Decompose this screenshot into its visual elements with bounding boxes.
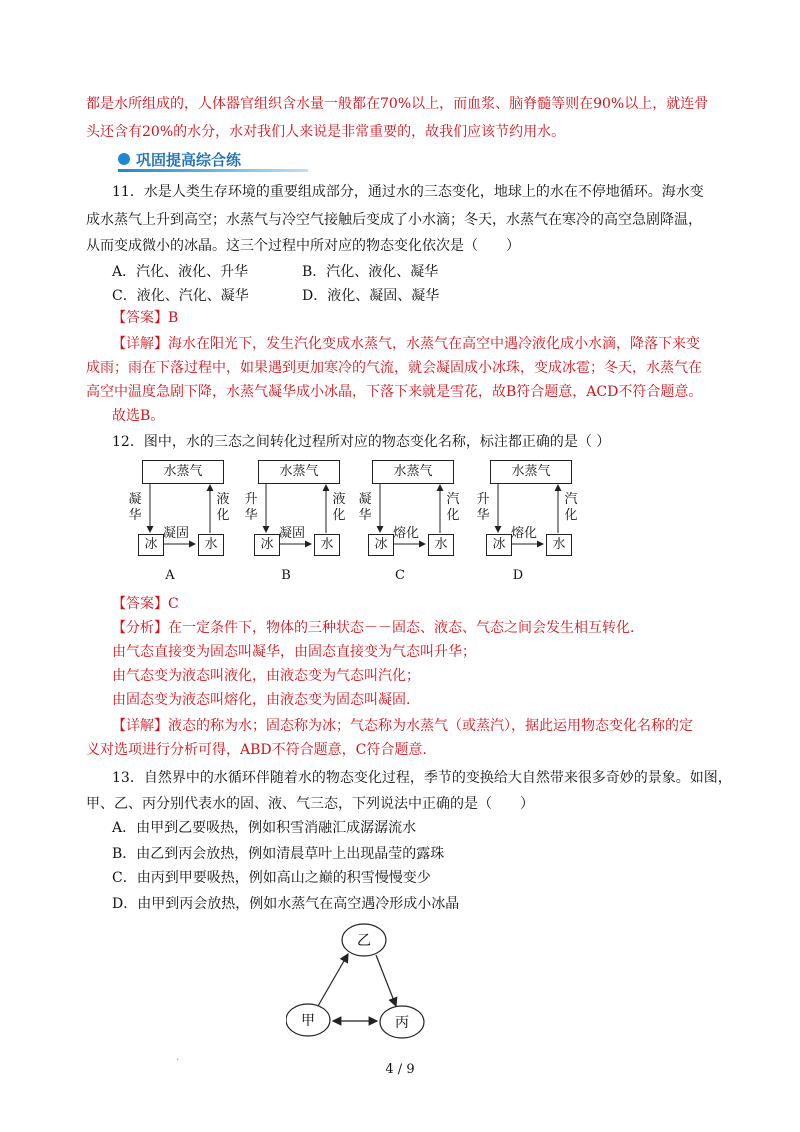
diagram-caption: A xyxy=(165,568,175,583)
right-transition-label: 液化 xyxy=(216,492,230,523)
q11-option-c: C．液化、汽化、凝华 xyxy=(112,288,249,304)
section-header xyxy=(118,146,308,172)
q12-analysis-line-1: 【分析】在一定条件下，物体的三种状态－－固态、液态、气态之间会发生相互转化. xyxy=(112,620,635,636)
vapor-box: 水蒸气 xyxy=(142,460,224,484)
q13-cycle-diagram xyxy=(286,918,446,1048)
q12-diagram-d xyxy=(476,460,580,583)
q11-detail-line-4: 故选B。 xyxy=(112,408,165,424)
bullet-dot-icon xyxy=(118,153,130,165)
page-number: 4 / 9 xyxy=(385,1062,415,1077)
node-jia-label: 甲 xyxy=(301,1013,315,1029)
intro-line-2: 头还含有20%的水分，水对我们人来说是非常重要的，故我们应该节约用水。 xyxy=(86,124,566,140)
vapor-box: 水蒸气 xyxy=(372,460,454,484)
vapor-box: 水蒸气 xyxy=(258,460,340,484)
ice-box: 冰 xyxy=(138,534,164,556)
right-transition-label: 液化 xyxy=(332,492,346,523)
q12-diagram-a xyxy=(128,460,232,583)
small-dot: . xyxy=(176,1052,180,1063)
q11-option-b: B．汽化、液化、凝华 xyxy=(302,264,439,280)
q12-analysis-line-3: 由气态变为液态叫液化，由液态变为气态叫汽化； xyxy=(112,668,420,684)
q11-stem-line-3: 从而变成微小的冰晶。这三个过程中所对应的物态变化依次是（ ） xyxy=(86,238,520,254)
left-transition-label: 升华 xyxy=(244,492,258,523)
q13-option-d: D．由甲到丙会放热，例如水蒸气在高空遇冷形成小冰晶 xyxy=(112,896,460,912)
left-transition-label: 凝华 xyxy=(128,492,142,523)
middle-transition-label: 凝固 xyxy=(163,526,190,541)
q12-detail-line-2: 义对选项进行分析可得，ABD不符合题意，C符合题意. xyxy=(86,742,427,758)
ice-box: 冰 xyxy=(254,534,280,556)
q11-detail-line-2: 成雨；雨在下落过程中，如果遇到更加寒冷的气流，就会凝固成小冰珠，变成冰雹；冬天，水蒸气在 xyxy=(86,360,702,376)
node-bing-label: 丙 xyxy=(395,1015,409,1031)
water-box: 水 xyxy=(546,534,572,556)
q11-option-d: D．液化、凝固、凝华 xyxy=(302,288,440,304)
diagram-caption: D xyxy=(512,568,524,583)
q11-detail-line-3: 高空中温度急剧下降，水蒸气凝华成小冰晶，下落下来就是雪花，故B符合题意，ACD不符合题意。 xyxy=(86,384,703,400)
arrow-jia-to-yi xyxy=(318,954,348,1006)
q12-stem: 12．图中，水的三态之间转化过程所对应的物态变化名称，标注都正确的是（ ） xyxy=(112,434,611,450)
left-transition-label: 升华 xyxy=(476,492,490,523)
q13-stem-line-1: 13．自然界中的水循环伴随着水的物态变化过程，季节的变换给大自然带来很多奇妙的景象。如图， xyxy=(112,770,732,786)
q12-detail-line-1: 【详解】液态的称为水；固态称为冰；气态称为水蒸气（或蒸汽），据此运用物态变化名称的定 xyxy=(112,718,693,734)
middle-transition-label: 熔化 xyxy=(511,526,538,541)
q13-option-a: A．由甲到乙要吸热，例如积雪消融汇成潺潺流水 xyxy=(112,820,417,836)
q12-analysis-line-2: 由气态直接变为固态叫凝华，由固态直接变为气态叫升华； xyxy=(112,644,476,660)
q13-stem-line-2: 甲、乙、丙分别代表水的固、液、气三态，下列说法中正确的是（ ） xyxy=(86,796,534,812)
diagram-caption: B xyxy=(281,568,291,583)
q11-detail-line-1: 【详解】海水在阳光下，发生汽化变成水蒸气，水蒸气在高空中遇冷液化成小水滴，降落下来变 xyxy=(112,336,700,352)
water-box: 水 xyxy=(428,534,454,556)
q11-stem-line-1: 11．水是人类生存环境的重要组成部分，通过水的三态变化，地球上的水在不停地循环。海水变 xyxy=(112,184,704,200)
q12-answer: 【答案】C xyxy=(112,596,179,612)
q13-option-b: B．由乙到丙会放热，例如清晨草叶上出现晶莹的露珠 xyxy=(112,846,445,862)
right-transition-label: 汽化 xyxy=(446,492,460,523)
section-title: 巩固提高综合练 xyxy=(136,150,242,169)
section-underline xyxy=(118,169,308,172)
q11-answer: 【答案】B xyxy=(112,310,179,326)
q13-option-c: C．由丙到甲要吸热，例如高山之巅的积雪慢慢变少 xyxy=(112,870,431,886)
q11-option-a: A．汽化、液化、升华 xyxy=(112,264,249,280)
diagram-caption: C xyxy=(395,568,405,583)
middle-transition-label: 凝固 xyxy=(279,526,306,541)
left-transition-label: 凝华 xyxy=(358,492,372,523)
q12-diagram-b xyxy=(244,460,348,583)
ice-box: 冰 xyxy=(486,534,512,556)
q12-diagram-c xyxy=(358,460,462,583)
water-box: 水 xyxy=(198,534,224,556)
middle-transition-label: 熔化 xyxy=(393,526,420,541)
water-box: 水 xyxy=(314,534,340,556)
q11-stem-line-2: 成水蒸气上升到高空；水蒸气与冷空气接触后变成了小水滴；冬天，水蒸气在寒冷的高空急剧降温， xyxy=(86,212,702,228)
arrow-yi-to-bing xyxy=(376,955,396,1006)
q12-analysis-line-4: 由固态变为液态叫熔化，由液态变为固态叫凝固. xyxy=(112,692,411,708)
vapor-box: 水蒸气 xyxy=(490,460,572,484)
right-transition-label: 汽化 xyxy=(564,492,578,523)
intro-line-1: 都是水所组成的，人体器官组织含水量一般都在70%以上，而血浆、脑脊髓等则在90%以上，就连骨 xyxy=(86,96,709,112)
node-yi-label: 乙 xyxy=(357,933,371,949)
ice-box: 冰 xyxy=(368,534,394,556)
